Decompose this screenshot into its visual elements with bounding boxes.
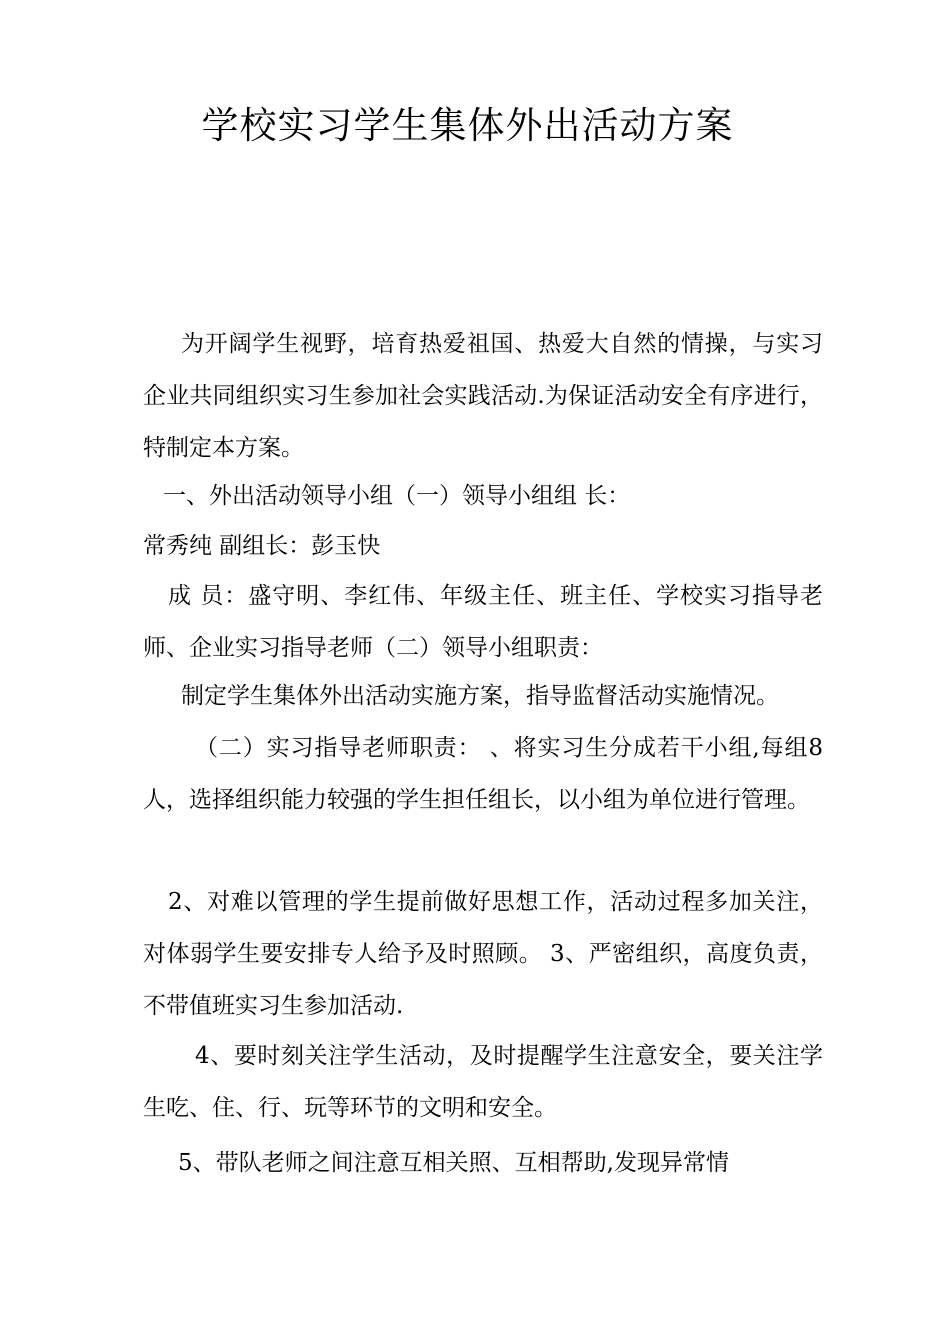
item-5-paragraph: 5、带队老师之间注意互相关照、互相帮助,发现异常情 [178, 1150, 729, 1176]
leadership-duty-paragraph: 制定学生集体外出活动实施方案，指导监督活动实施情况。 [181, 683, 779, 709]
teacher-duty-paragraph: （二）实习指导老师职责： 、将实习生分成若干小组,每组8人，选择组织能力较强的学生担任组长，以小组为单位进行管理。 [143, 735, 823, 813]
leader-names-paragraph: 常秀纯 副组长：彭玉快 [143, 533, 381, 559]
section-leadership-heading: 一、外出活动领导小组（一）领导小组组 长： [163, 483, 631, 509]
item-2-3-paragraph: 2、对难以管理的学生提前做好思想工作，活动过程多加关注，对体弱学生要安排专人给予及时照顾。 3、严密组织，高度负责，不带值班实习生参加活动. [143, 889, 823, 1019]
item-4-paragraph: 4、要时刻关注学生活动，及时提醒学生注意安全，要关注学生吃、住、行、玩等环节的文明和安全。 [143, 1043, 823, 1121]
members-paragraph: 成 员：盛守明、李红伟、年级主任、班主任、学校实习指导老师、企业实习指导老师（二）领导小组职责： [143, 583, 823, 661]
document-title: 学校实习学生集体外出活动方案 [201, 104, 734, 147]
intro-paragraph: 为开阔学生视野，培育热爱祖国、热爱大自然的情操，与实习企业共同组织实习生参加社会实践活动.为保证活动安全有序进行，特制定本方案。 [143, 331, 823, 461]
